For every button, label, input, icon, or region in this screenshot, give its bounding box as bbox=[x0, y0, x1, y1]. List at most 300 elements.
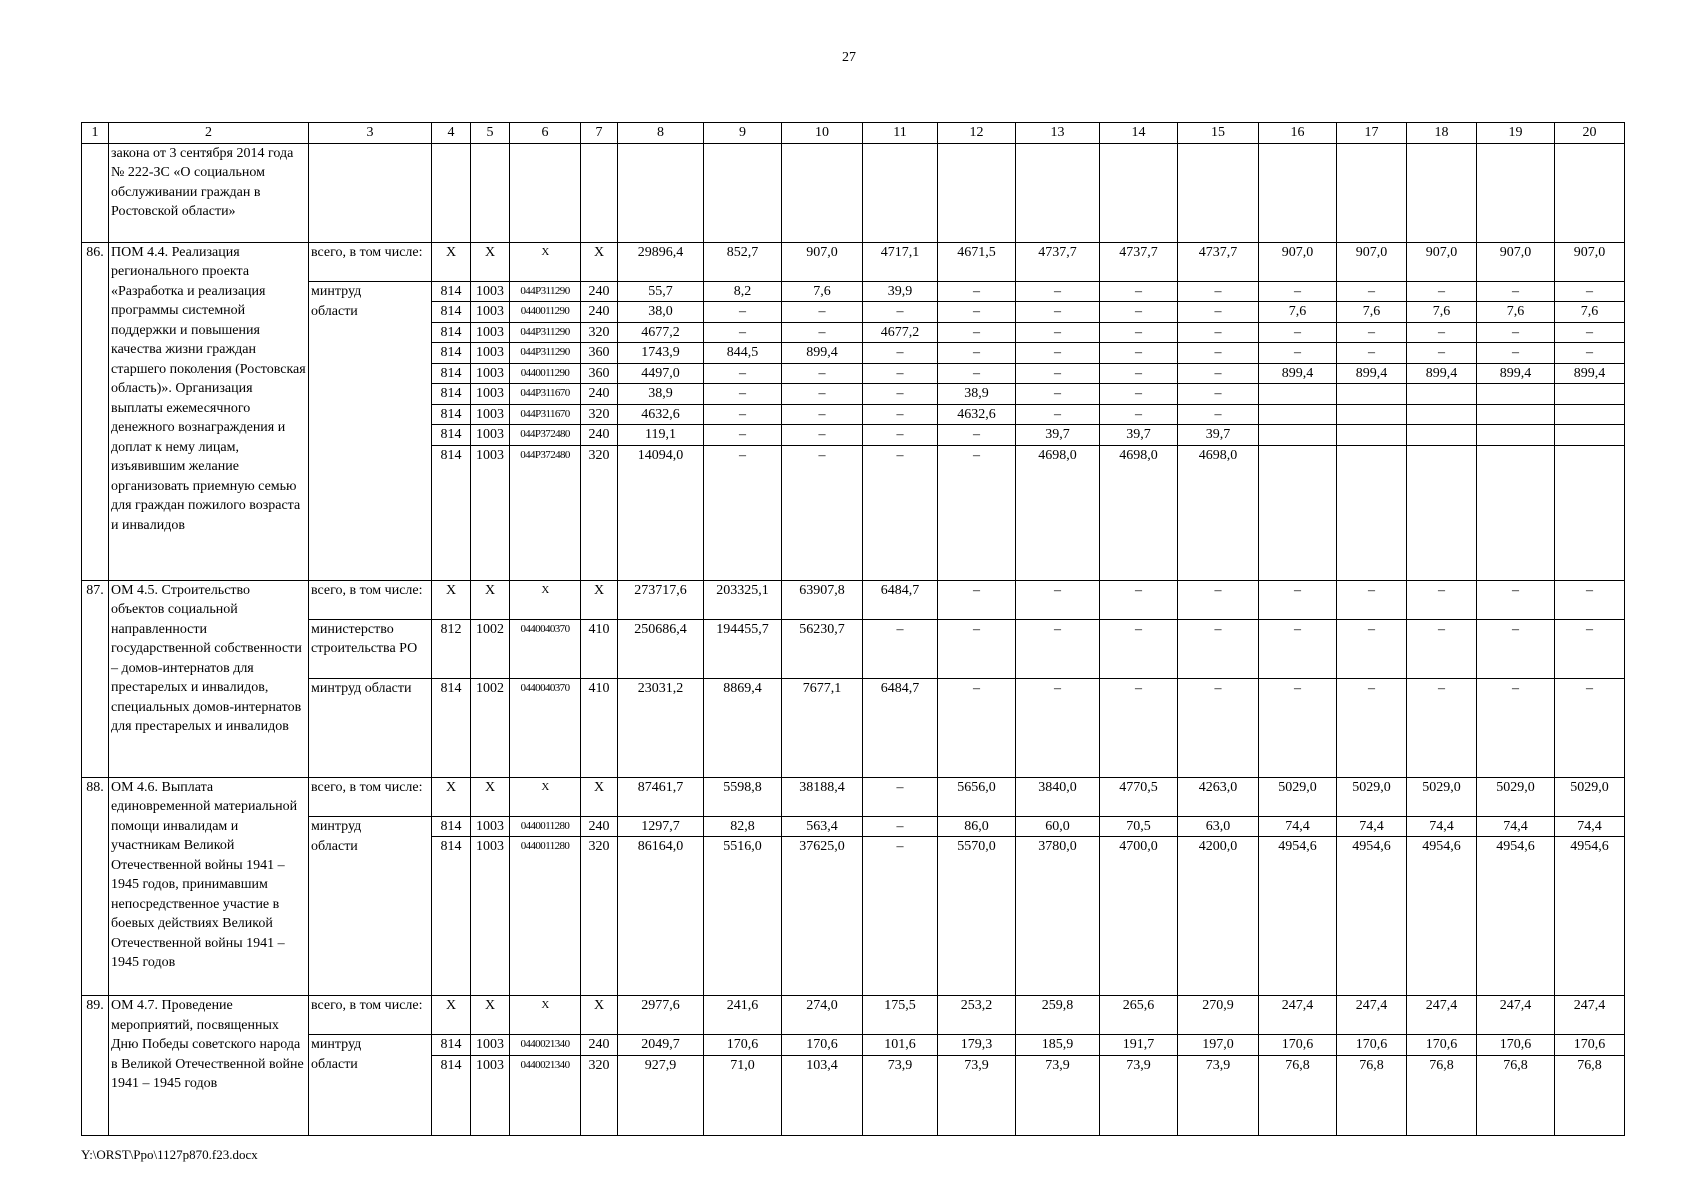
value-cell: 6484,7 bbox=[863, 678, 938, 777]
value-cell: 170,6 bbox=[1337, 1035, 1407, 1056]
table-cell bbox=[1337, 143, 1407, 242]
executor-cell: минтруд bbox=[309, 816, 432, 837]
value-cell: – bbox=[1477, 281, 1555, 302]
value-cell: 29896,4 bbox=[618, 242, 704, 281]
executor-cell: всего, в том числе: bbox=[309, 996, 432, 1035]
value-cell: – bbox=[1016, 363, 1100, 384]
table-row bbox=[82, 425, 1625, 446]
code-cell: 044P311290 bbox=[510, 281, 581, 302]
code-cell: 0440021340 bbox=[510, 1055, 581, 1135]
value-cell: – bbox=[1100, 343, 1178, 364]
value-cell: 899,4 bbox=[1477, 363, 1555, 384]
code-cell: 1003 bbox=[471, 322, 510, 343]
value-cell: 170,6 bbox=[782, 1035, 863, 1056]
table-row bbox=[82, 242, 1625, 281]
value-cell: – bbox=[1407, 619, 1477, 678]
value-cell: – bbox=[938, 343, 1016, 364]
value-cell: – bbox=[704, 445, 782, 580]
table-cell bbox=[432, 143, 471, 242]
code-cell: 814 bbox=[432, 302, 471, 323]
value-cell: 4671,5 bbox=[938, 242, 1016, 281]
value-cell: 852,7 bbox=[704, 242, 782, 281]
code-cell: 814 bbox=[432, 343, 471, 364]
table-cell bbox=[1100, 143, 1178, 242]
code-cell: 240 bbox=[581, 425, 618, 446]
table-cell bbox=[938, 143, 1016, 242]
code-cell: 044P311670 bbox=[510, 384, 581, 405]
value-cell: 63907,8 bbox=[782, 580, 863, 619]
value-cell: – bbox=[1555, 281, 1625, 302]
column-number-header: 10 bbox=[782, 123, 863, 144]
table-cell bbox=[863, 143, 938, 242]
value-cell: – bbox=[863, 837, 938, 996]
code-cell: X bbox=[510, 580, 581, 619]
code-cell: 1003 bbox=[471, 425, 510, 446]
value-cell: 4717,1 bbox=[863, 242, 938, 281]
value-cell: – bbox=[1407, 322, 1477, 343]
executor-cell: всего, в том числе: bbox=[309, 777, 432, 816]
code-cell: 360 bbox=[581, 343, 618, 364]
value-cell: – bbox=[1477, 322, 1555, 343]
value-cell: 73,9 bbox=[863, 1055, 938, 1135]
table-row bbox=[82, 678, 1625, 777]
executor-cell: области bbox=[309, 837, 432, 996]
code-cell: 0440011280 bbox=[510, 837, 581, 996]
value-cell: 844,5 bbox=[704, 343, 782, 364]
value-cell: 7,6 bbox=[1477, 302, 1555, 323]
table-row bbox=[82, 363, 1625, 384]
executor-cell: минтруд bbox=[309, 1035, 432, 1056]
value-cell: 270,9 bbox=[1178, 996, 1259, 1035]
code-cell: 814 bbox=[432, 1035, 471, 1056]
column-number-header: 20 bbox=[1555, 123, 1625, 144]
table-cell bbox=[510, 143, 581, 242]
value-cell: 4737,7 bbox=[1100, 242, 1178, 281]
value-cell: 103,4 bbox=[782, 1055, 863, 1135]
table-cell bbox=[782, 143, 863, 242]
code-cell: X bbox=[471, 580, 510, 619]
value-cell: 3840,0 bbox=[1016, 777, 1100, 816]
code-cell: 1003 bbox=[471, 837, 510, 996]
code-cell: 320 bbox=[581, 322, 618, 343]
value-cell: – bbox=[1100, 619, 1178, 678]
value-cell: 4200,0 bbox=[1178, 837, 1259, 996]
code-cell: 0440011290 bbox=[510, 302, 581, 323]
value-cell: 39,7 bbox=[1016, 425, 1100, 446]
code-cell: 044P372480 bbox=[510, 445, 581, 580]
table-row bbox=[82, 404, 1625, 425]
code-cell: 1003 bbox=[471, 445, 510, 580]
code-cell: 814 bbox=[432, 404, 471, 425]
value-cell: – bbox=[938, 281, 1016, 302]
value-cell: – bbox=[1100, 363, 1178, 384]
value-cell: 191,7 bbox=[1100, 1035, 1178, 1056]
table-cell bbox=[1555, 143, 1625, 242]
executor-cell bbox=[309, 445, 432, 580]
value-cell: – bbox=[1100, 404, 1178, 425]
column-number-header: 1 bbox=[82, 123, 109, 144]
code-cell: 1003 bbox=[471, 343, 510, 364]
value-cell: 39,7 bbox=[1100, 425, 1178, 446]
value-cell: – bbox=[1407, 343, 1477, 364]
value-cell: – bbox=[704, 384, 782, 405]
value-cell bbox=[1407, 404, 1477, 425]
value-cell: – bbox=[1407, 281, 1477, 302]
row-number: 86. bbox=[82, 242, 109, 580]
column-number-header: 15 bbox=[1178, 123, 1259, 144]
value-cell: 14094,0 bbox=[618, 445, 704, 580]
code-cell: 410 bbox=[581, 678, 618, 777]
value-cell: 179,3 bbox=[938, 1035, 1016, 1056]
value-cell: 74,4 bbox=[1555, 816, 1625, 837]
code-cell: 240 bbox=[581, 281, 618, 302]
value-cell: – bbox=[863, 363, 938, 384]
value-cell: 4632,6 bbox=[618, 404, 704, 425]
table-row bbox=[82, 384, 1625, 405]
column-number-header: 11 bbox=[863, 123, 938, 144]
value-cell: 4698,0 bbox=[1178, 445, 1259, 580]
code-cell: X bbox=[510, 777, 581, 816]
value-cell: – bbox=[1016, 322, 1100, 343]
value-cell: 265,6 bbox=[1100, 996, 1178, 1035]
value-cell: – bbox=[863, 619, 938, 678]
value-cell: 7,6 bbox=[1337, 302, 1407, 323]
value-cell: – bbox=[1555, 678, 1625, 777]
code-cell: 814 bbox=[432, 425, 471, 446]
executor-cell: минтруд области bbox=[309, 678, 432, 777]
value-cell: 55,7 bbox=[618, 281, 704, 302]
executor-cell: министерство строительства РО bbox=[309, 619, 432, 678]
column-number-header: 16 bbox=[1259, 123, 1337, 144]
code-cell: 1003 bbox=[471, 1035, 510, 1056]
code-cell: 044P311670 bbox=[510, 404, 581, 425]
code-cell: 1003 bbox=[471, 384, 510, 405]
row-number: 87. bbox=[82, 580, 109, 777]
value-cell: 194455,7 bbox=[704, 619, 782, 678]
value-cell: 899,4 bbox=[1407, 363, 1477, 384]
value-cell: – bbox=[782, 425, 863, 446]
value-cell: 38,9 bbox=[618, 384, 704, 405]
value-cell: – bbox=[1407, 678, 1477, 777]
value-cell: 5029,0 bbox=[1477, 777, 1555, 816]
value-cell: – bbox=[1100, 322, 1178, 343]
value-cell: – bbox=[1555, 322, 1625, 343]
table-cell bbox=[309, 143, 432, 242]
code-cell: 814 bbox=[432, 445, 471, 580]
code-cell: 044P311290 bbox=[510, 343, 581, 364]
value-cell: 4698,0 bbox=[1016, 445, 1100, 580]
column-number-header: 5 bbox=[471, 123, 510, 144]
code-cell: X bbox=[471, 777, 510, 816]
value-cell bbox=[1555, 445, 1625, 580]
value-cell: 60,0 bbox=[1016, 816, 1100, 837]
value-cell: – bbox=[1259, 343, 1337, 364]
value-cell: – bbox=[1016, 678, 1100, 777]
code-cell: X bbox=[510, 242, 581, 281]
value-cell: – bbox=[938, 445, 1016, 580]
value-cell: – bbox=[704, 363, 782, 384]
code-cell: 320 bbox=[581, 445, 618, 580]
budget-table bbox=[81, 122, 1625, 1136]
value-cell: 8869,4 bbox=[704, 678, 782, 777]
value-cell: 170,6 bbox=[1407, 1035, 1477, 1056]
code-cell: 240 bbox=[581, 816, 618, 837]
value-cell: 4954,6 bbox=[1337, 837, 1407, 996]
value-cell: 86,0 bbox=[938, 816, 1016, 837]
value-cell: 4954,6 bbox=[1477, 837, 1555, 996]
executor-cell: области bbox=[309, 1055, 432, 1135]
value-cell: – bbox=[1100, 580, 1178, 619]
value-cell bbox=[1259, 404, 1337, 425]
continuation-row bbox=[82, 143, 1625, 242]
value-cell: 56230,7 bbox=[782, 619, 863, 678]
value-cell bbox=[1337, 425, 1407, 446]
table-cell bbox=[471, 143, 510, 242]
continuation-text: закона от 3 сентября 2014 года № 222-ЗС «О социальном обслуживании граждан в Ростовской области» bbox=[109, 143, 309, 242]
value-cell: 4700,0 bbox=[1100, 837, 1178, 996]
value-cell: – bbox=[1178, 678, 1259, 777]
table-row bbox=[82, 837, 1625, 996]
table-cell bbox=[618, 143, 704, 242]
value-cell: – bbox=[863, 777, 938, 816]
value-cell: 5598,8 bbox=[704, 777, 782, 816]
value-cell: 74,4 bbox=[1407, 816, 1477, 837]
value-cell: 4737,7 bbox=[1178, 242, 1259, 281]
value-cell: – bbox=[938, 302, 1016, 323]
value-cell bbox=[1555, 384, 1625, 405]
code-cell: X bbox=[581, 580, 618, 619]
value-cell: 907,0 bbox=[1337, 242, 1407, 281]
code-cell: X bbox=[510, 996, 581, 1035]
value-cell: – bbox=[782, 363, 863, 384]
value-cell: 170,6 bbox=[1259, 1035, 1337, 1056]
value-cell: – bbox=[1337, 322, 1407, 343]
value-cell: – bbox=[938, 322, 1016, 343]
value-cell: 101,6 bbox=[863, 1035, 938, 1056]
value-cell: 273717,6 bbox=[618, 580, 704, 619]
value-cell: – bbox=[1016, 384, 1100, 405]
column-number-header: 4 bbox=[432, 123, 471, 144]
value-cell: 907,0 bbox=[1555, 242, 1625, 281]
value-cell: – bbox=[704, 322, 782, 343]
value-cell: 82,8 bbox=[704, 816, 782, 837]
value-cell bbox=[1477, 425, 1555, 446]
value-cell: – bbox=[704, 302, 782, 323]
code-cell: 814 bbox=[432, 678, 471, 777]
code-cell: X bbox=[581, 777, 618, 816]
value-cell: 4632,6 bbox=[938, 404, 1016, 425]
table-row bbox=[82, 996, 1625, 1035]
value-cell: – bbox=[1016, 281, 1100, 302]
table-cell bbox=[1259, 143, 1337, 242]
value-cell: 5570,0 bbox=[938, 837, 1016, 996]
table-cell bbox=[1178, 143, 1259, 242]
value-cell: 76,8 bbox=[1259, 1055, 1337, 1135]
footer-file-path: Y:\ORST\Ppo\1127p870.f23.docx bbox=[81, 1147, 258, 1162]
value-cell: – bbox=[1337, 281, 1407, 302]
value-cell: 7,6 bbox=[782, 281, 863, 302]
value-cell: – bbox=[1016, 302, 1100, 323]
code-cell: 812 bbox=[432, 619, 471, 678]
value-cell: – bbox=[1100, 302, 1178, 323]
column-number-header: 18 bbox=[1407, 123, 1477, 144]
value-cell: – bbox=[1259, 619, 1337, 678]
value-cell: 7,6 bbox=[1555, 302, 1625, 323]
value-cell: 74,4 bbox=[1259, 816, 1337, 837]
code-cell: X bbox=[581, 996, 618, 1035]
executor-cell bbox=[309, 425, 432, 446]
code-cell: 320 bbox=[581, 1055, 618, 1135]
value-cell: – bbox=[863, 445, 938, 580]
code-cell: 1003 bbox=[471, 1055, 510, 1135]
value-cell: 73,9 bbox=[1100, 1055, 1178, 1135]
value-cell: 175,5 bbox=[863, 996, 938, 1035]
code-cell: 814 bbox=[432, 837, 471, 996]
value-cell: – bbox=[782, 322, 863, 343]
executor-cell bbox=[309, 384, 432, 405]
value-cell: 170,6 bbox=[1477, 1035, 1555, 1056]
value-cell: 5516,0 bbox=[704, 837, 782, 996]
value-cell: 73,9 bbox=[1016, 1055, 1100, 1135]
value-cell: – bbox=[938, 363, 1016, 384]
value-cell: – bbox=[1337, 619, 1407, 678]
value-cell: – bbox=[1259, 678, 1337, 777]
code-cell: 240 bbox=[581, 302, 618, 323]
value-cell: 3780,0 bbox=[1016, 837, 1100, 996]
value-cell: 4497,0 bbox=[618, 363, 704, 384]
value-cell: – bbox=[863, 404, 938, 425]
value-cell: 38,0 bbox=[618, 302, 704, 323]
value-cell: – bbox=[1178, 281, 1259, 302]
value-cell: – bbox=[1100, 384, 1178, 405]
value-cell bbox=[1259, 425, 1337, 446]
value-cell: – bbox=[863, 302, 938, 323]
value-cell bbox=[1407, 445, 1477, 580]
row-number: 88. bbox=[82, 777, 109, 996]
executor-cell: всего, в том числе: bbox=[309, 580, 432, 619]
column-number-header: 17 bbox=[1337, 123, 1407, 144]
value-cell: 7677,1 bbox=[782, 678, 863, 777]
header-row bbox=[82, 123, 1625, 144]
value-cell: 4698,0 bbox=[1100, 445, 1178, 580]
column-number-header: 9 bbox=[704, 123, 782, 144]
value-cell: – bbox=[1477, 678, 1555, 777]
value-cell: 76,8 bbox=[1555, 1055, 1625, 1135]
value-cell: – bbox=[1555, 619, 1625, 678]
value-cell: 4677,2 bbox=[618, 322, 704, 343]
value-cell: – bbox=[1477, 580, 1555, 619]
value-cell: 907,0 bbox=[1477, 242, 1555, 281]
value-cell: – bbox=[1259, 580, 1337, 619]
value-cell: – bbox=[1178, 619, 1259, 678]
column-number-header: 7 bbox=[581, 123, 618, 144]
table-row bbox=[82, 1055, 1625, 1135]
value-cell: – bbox=[1178, 384, 1259, 405]
value-cell: – bbox=[1178, 404, 1259, 425]
value-cell: 7,6 bbox=[1259, 302, 1337, 323]
value-cell: 253,2 bbox=[938, 996, 1016, 1035]
value-cell: – bbox=[1100, 678, 1178, 777]
value-cell: 899,4 bbox=[1555, 363, 1625, 384]
code-cell: X bbox=[432, 996, 471, 1035]
table-row bbox=[82, 777, 1625, 816]
code-cell: 1002 bbox=[471, 619, 510, 678]
executor-cell: минтруд bbox=[309, 281, 432, 302]
value-cell: 2049,7 bbox=[618, 1035, 704, 1056]
value-cell: 170,6 bbox=[1555, 1035, 1625, 1056]
value-cell: – bbox=[1100, 281, 1178, 302]
value-cell: 119,1 bbox=[618, 425, 704, 446]
column-number-header: 12 bbox=[938, 123, 1016, 144]
column-number-header: 3 bbox=[309, 123, 432, 144]
value-cell: 39,7 bbox=[1178, 425, 1259, 446]
value-cell: 247,4 bbox=[1555, 996, 1625, 1035]
value-cell: – bbox=[1477, 343, 1555, 364]
table-row bbox=[82, 445, 1625, 580]
code-cell: 1003 bbox=[471, 302, 510, 323]
code-cell: 240 bbox=[581, 1035, 618, 1056]
value-cell: 5029,0 bbox=[1407, 777, 1477, 816]
table-row bbox=[82, 302, 1625, 323]
table-cell bbox=[581, 143, 618, 242]
code-cell: X bbox=[432, 777, 471, 816]
value-cell: 37625,0 bbox=[782, 837, 863, 996]
value-cell: – bbox=[1016, 619, 1100, 678]
code-cell: 814 bbox=[432, 384, 471, 405]
code-cell: 360 bbox=[581, 363, 618, 384]
value-cell: 4770,5 bbox=[1100, 777, 1178, 816]
column-number-header: 6 bbox=[510, 123, 581, 144]
value-cell bbox=[1337, 404, 1407, 425]
value-cell: 247,4 bbox=[1337, 996, 1407, 1035]
value-cell: 76,8 bbox=[1477, 1055, 1555, 1135]
value-cell: 5656,0 bbox=[938, 777, 1016, 816]
value-cell: – bbox=[1477, 619, 1555, 678]
code-cell: 1003 bbox=[471, 363, 510, 384]
table-row bbox=[82, 619, 1625, 678]
code-cell: 1003 bbox=[471, 404, 510, 425]
value-cell: 170,6 bbox=[704, 1035, 782, 1056]
value-cell bbox=[1555, 404, 1625, 425]
value-cell: – bbox=[704, 425, 782, 446]
value-cell: 1297,7 bbox=[618, 816, 704, 837]
value-cell: – bbox=[1555, 343, 1625, 364]
value-cell: – bbox=[1178, 322, 1259, 343]
code-cell: 044P372480 bbox=[510, 425, 581, 446]
executor-cell bbox=[309, 343, 432, 364]
value-cell: 907,0 bbox=[1407, 242, 1477, 281]
value-cell: – bbox=[938, 619, 1016, 678]
value-cell: 23031,2 bbox=[618, 678, 704, 777]
code-cell: 814 bbox=[432, 816, 471, 837]
value-cell: – bbox=[1555, 580, 1625, 619]
code-cell: X bbox=[471, 996, 510, 1035]
value-cell bbox=[1477, 445, 1555, 580]
value-cell: 907,0 bbox=[1259, 242, 1337, 281]
code-cell: 0440011290 bbox=[510, 363, 581, 384]
value-cell: 70,5 bbox=[1100, 816, 1178, 837]
value-cell: – bbox=[938, 678, 1016, 777]
value-cell: 87461,7 bbox=[618, 777, 704, 816]
value-cell bbox=[1337, 445, 1407, 580]
table-row bbox=[82, 281, 1625, 302]
executor-cell bbox=[309, 363, 432, 384]
value-cell: 5029,0 bbox=[1259, 777, 1337, 816]
table-cell bbox=[82, 143, 109, 242]
value-cell: 241,6 bbox=[704, 996, 782, 1035]
code-cell: 410 bbox=[581, 619, 618, 678]
value-cell: – bbox=[1016, 343, 1100, 364]
